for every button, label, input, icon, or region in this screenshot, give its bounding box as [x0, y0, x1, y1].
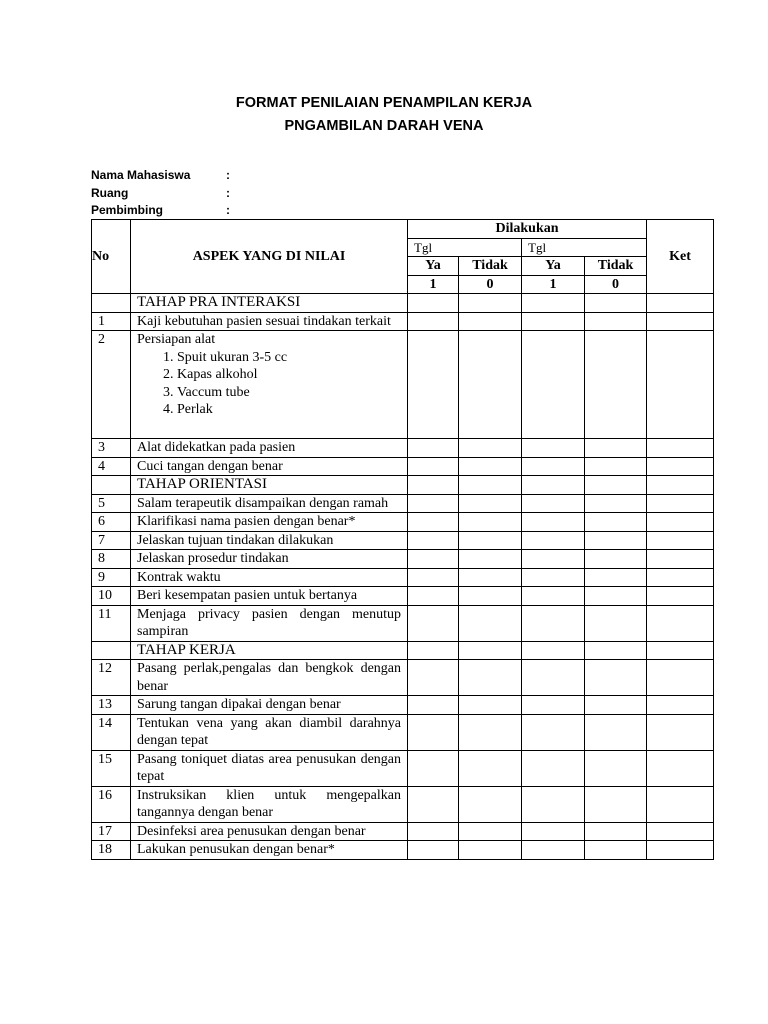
check-cell[interactable]: [459, 714, 522, 750]
ket-cell[interactable]: [647, 494, 714, 513]
check-cell[interactable]: [585, 696, 647, 715]
table-row: [92, 605, 714, 641]
header-tgl-2: Tgl: [522, 238, 647, 257]
check-cell[interactable]: [408, 494, 459, 513]
list-item: 1. Spuit ukuran 3-5 cc: [177, 349, 401, 367]
row-number: 18: [92, 841, 131, 860]
score-ya-2: 1: [522, 275, 585, 294]
table-row: [92, 660, 714, 696]
check-cell[interactable]: [408, 439, 459, 458]
check-cell[interactable]: [522, 786, 585, 822]
row-number: 4: [92, 457, 131, 476]
check-cell[interactable]: [522, 660, 585, 696]
table-row: [92, 531, 714, 550]
check-cell[interactable]: [408, 750, 459, 786]
row-number: 14: [92, 714, 131, 750]
row-number: 16: [92, 786, 131, 822]
table-row: [92, 822, 714, 841]
ket-cell[interactable]: [647, 568, 714, 587]
row-aspect: Klarifikasi nama pasien dengan benar*: [131, 513, 408, 532]
row-number: 5: [92, 494, 131, 513]
table-row: [92, 513, 714, 532]
check-cell[interactable]: [585, 660, 647, 696]
ket-cell[interactable]: [647, 312, 714, 331]
header-ket: Ket: [647, 220, 714, 294]
ket-cell[interactable]: [647, 587, 714, 606]
field-label: Ruang: [91, 186, 129, 200]
score-tidak-1: 0: [459, 275, 522, 294]
table-row: [92, 312, 714, 331]
ket-cell[interactable]: [647, 605, 714, 641]
field-colon: :: [226, 203, 230, 217]
check-cell[interactable]: [522, 841, 585, 860]
row-number: 12: [92, 660, 131, 696]
row-aspect: Tentukan vena yang akan diambil darahnya dengan tepat: [131, 714, 408, 750]
ket-cell[interactable]: [647, 439, 714, 458]
aspect-text: Persiapan alat: [137, 332, 216, 347]
check-cell[interactable]: [459, 494, 522, 513]
row-aspect: Salam terapeutik disampaikan dengan ramah: [131, 494, 408, 513]
check-cell[interactable]: [522, 494, 585, 513]
check-cell[interactable]: [522, 605, 585, 641]
check-cell[interactable]: [585, 457, 647, 476]
field-pembimbing: [91, 202, 230, 219]
row-aspect: Kontrak waktu: [131, 568, 408, 587]
check-cell[interactable]: [459, 841, 522, 860]
assessment-table: [91, 219, 714, 860]
form-subtitle: PNGAMBILAN DARAH VENA: [284, 118, 484, 134]
field-label: Nama Mahasiswa: [91, 168, 191, 182]
row-number: 11: [92, 605, 131, 641]
ket-cell[interactable]: [647, 660, 714, 696]
check-cell[interactable]: [459, 605, 522, 641]
check-cell[interactable]: [459, 331, 522, 439]
check-cell[interactable]: [408, 513, 459, 532]
section-kerja: TAHAP KERJA: [131, 641, 408, 660]
check-cell[interactable]: [459, 587, 522, 606]
check-cell[interactable]: [459, 531, 522, 550]
table-row: [92, 568, 714, 587]
check-cell[interactable]: [408, 822, 459, 841]
check-cell[interactable]: [585, 587, 647, 606]
ket-cell[interactable]: [647, 786, 714, 822]
row-aspect: Sarung tangan dipakai dengan benar: [131, 696, 408, 715]
ket-cell[interactable]: [647, 841, 714, 860]
check-cell[interactable]: [408, 331, 459, 439]
score-tidak-2: 0: [585, 275, 647, 294]
field-colon: :: [226, 186, 230, 200]
score-ya-1: 1: [408, 275, 459, 294]
check-cell[interactable]: [585, 312, 647, 331]
check-cell[interactable]: [522, 531, 585, 550]
row-number: 3: [92, 439, 131, 458]
table-row: [92, 841, 714, 860]
row-aspect: Pasang perlak,pengalas dan bengkok dengan benar: [131, 660, 408, 696]
check-cell[interactable]: [585, 531, 647, 550]
section-row: [92, 294, 714, 313]
row-aspect: Desinfeksi area penusukan dengan benar: [131, 822, 408, 841]
row-aspect: Cuci tangan dengan benar: [131, 457, 408, 476]
check-cell[interactable]: [522, 587, 585, 606]
check-cell[interactable]: [522, 822, 585, 841]
check-cell[interactable]: [459, 568, 522, 587]
form-title: FORMAT PENILAIAN PENAMPILAN KERJA: [235, 95, 533, 111]
check-cell[interactable]: [408, 841, 459, 860]
check-cell[interactable]: [459, 513, 522, 532]
check-cell[interactable]: [585, 786, 647, 822]
check-cell[interactable]: [459, 439, 522, 458]
field-label: Pembimbing: [91, 203, 164, 217]
section-pra-interaksi: TAHAP PRA INTERAKSI: [131, 294, 408, 313]
check-cell[interactable]: [522, 696, 585, 715]
check-cell[interactable]: [408, 605, 459, 641]
row-aspect: Pasang toniquet diatas area penusukan dengan tepat: [131, 750, 408, 786]
field-ruang: [91, 185, 230, 202]
row-aspect: Lakukan penusukan dengan benar*: [131, 841, 408, 860]
row-number: 6: [92, 513, 131, 532]
check-cell[interactable]: [459, 550, 522, 569]
check-cell[interactable]: [408, 786, 459, 822]
table-row: [92, 550, 714, 569]
check-cell[interactable]: [459, 696, 522, 715]
check-cell[interactable]: [522, 714, 585, 750]
header-tidak-1: Tidak: [459, 257, 522, 276]
ket-cell[interactable]: [647, 550, 714, 569]
row-aspect: Beri kesempatan pasien untuk bertanya: [131, 587, 408, 606]
row-number: 10: [92, 587, 131, 606]
ket-cell[interactable]: [647, 822, 714, 841]
table-row: [92, 714, 714, 750]
check-cell[interactable]: [522, 312, 585, 331]
table-row: [92, 750, 714, 786]
ket-cell[interactable]: [647, 457, 714, 476]
check-cell[interactable]: [459, 312, 522, 331]
check-cell[interactable]: [522, 750, 585, 786]
check-cell[interactable]: [585, 439, 647, 458]
ket-cell[interactable]: [647, 513, 714, 532]
check-cell[interactable]: [408, 587, 459, 606]
table-row: [92, 457, 714, 476]
header-tidak-2: Tidak: [585, 257, 647, 276]
check-cell[interactable]: [585, 714, 647, 750]
ket-cell[interactable]: [647, 696, 714, 715]
ket-cell[interactable]: [647, 331, 714, 439]
check-cell[interactable]: [408, 660, 459, 696]
list-item: 2. Kapas alkohol: [177, 366, 401, 384]
ket-cell[interactable]: [647, 714, 714, 750]
equipment-list: [137, 349, 401, 419]
row-aspect: Jelaskan tujuan tindakan dilakukan: [131, 531, 408, 550]
table-row: [92, 331, 714, 439]
check-cell[interactable]: [408, 457, 459, 476]
row-number: 9: [92, 568, 131, 587]
row-aspect: Jelaskan prosedur tindakan: [131, 550, 408, 569]
row-aspect: Kaji kebutuhan pasien sesuai tindakan terkait: [131, 312, 408, 331]
row-number: 7: [92, 531, 131, 550]
table-row: [92, 439, 714, 458]
check-cell[interactable]: [408, 714, 459, 750]
check-cell[interactable]: [408, 550, 459, 569]
table-row: [92, 587, 714, 606]
check-cell[interactable]: [522, 568, 585, 587]
ket-cell[interactable]: [647, 531, 714, 550]
header-tgl-1: Tgl: [408, 238, 522, 257]
row-number: 1: [92, 312, 131, 331]
check-cell[interactable]: [522, 457, 585, 476]
check-cell[interactable]: [408, 568, 459, 587]
field-colon: :: [226, 168, 230, 182]
check-cell[interactable]: [408, 312, 459, 331]
check-cell[interactable]: [522, 331, 585, 439]
header-ya-2: Ya: [522, 257, 585, 276]
check-cell[interactable]: [585, 841, 647, 860]
check-cell[interactable]: [585, 750, 647, 786]
row-number: 17: [92, 822, 131, 841]
table-row: [92, 494, 714, 513]
check-cell[interactable]: [459, 660, 522, 696]
row-aspect: Menjaga privacy pasien dengan menutup sampiran: [131, 605, 408, 641]
header-no: No: [92, 220, 131, 294]
row-aspect: Alat didekatkan pada pasien: [131, 439, 408, 458]
list-item: 3. Vaccum tube: [177, 384, 401, 402]
check-cell[interactable]: [408, 696, 459, 715]
row-number: 13: [92, 696, 131, 715]
header-ya-1: Ya: [408, 257, 459, 276]
check-cell[interactable]: [585, 513, 647, 532]
check-cell[interactable]: [522, 439, 585, 458]
check-cell[interactable]: [459, 786, 522, 822]
check-cell[interactable]: [585, 550, 647, 569]
table-row: [92, 786, 714, 822]
row-number: 15: [92, 750, 131, 786]
check-cell[interactable]: [408, 531, 459, 550]
check-cell[interactable]: [459, 822, 522, 841]
check-cell[interactable]: [522, 550, 585, 569]
header-aspek: ASPEK YANG DI NILAI: [131, 220, 408, 294]
check-cell[interactable]: [585, 822, 647, 841]
section-orientasi: TAHAP ORIENTASI: [131, 476, 408, 495]
table-row: [92, 696, 714, 715]
check-cell[interactable]: [459, 750, 522, 786]
check-cell[interactable]: [585, 494, 647, 513]
row-number: 8: [92, 550, 131, 569]
check-cell[interactable]: [585, 568, 647, 587]
list-item: 4. Perlak: [177, 401, 401, 419]
ket-cell[interactable]: [647, 750, 714, 786]
check-cell[interactable]: [522, 513, 585, 532]
check-cell[interactable]: [585, 605, 647, 641]
field-nama-mahasiswa: [91, 167, 230, 184]
check-cell[interactable]: [585, 331, 647, 439]
section-row: [92, 476, 714, 495]
row-aspect: [131, 331, 408, 439]
section-row: [92, 641, 714, 660]
row-aspect: Instruksikan klien untuk mengepalkan tangannya dengan benar: [131, 786, 408, 822]
header-dilakukan: Dilakukan: [408, 220, 647, 239]
check-cell[interactable]: [459, 457, 522, 476]
row-number: 2: [92, 331, 131, 439]
